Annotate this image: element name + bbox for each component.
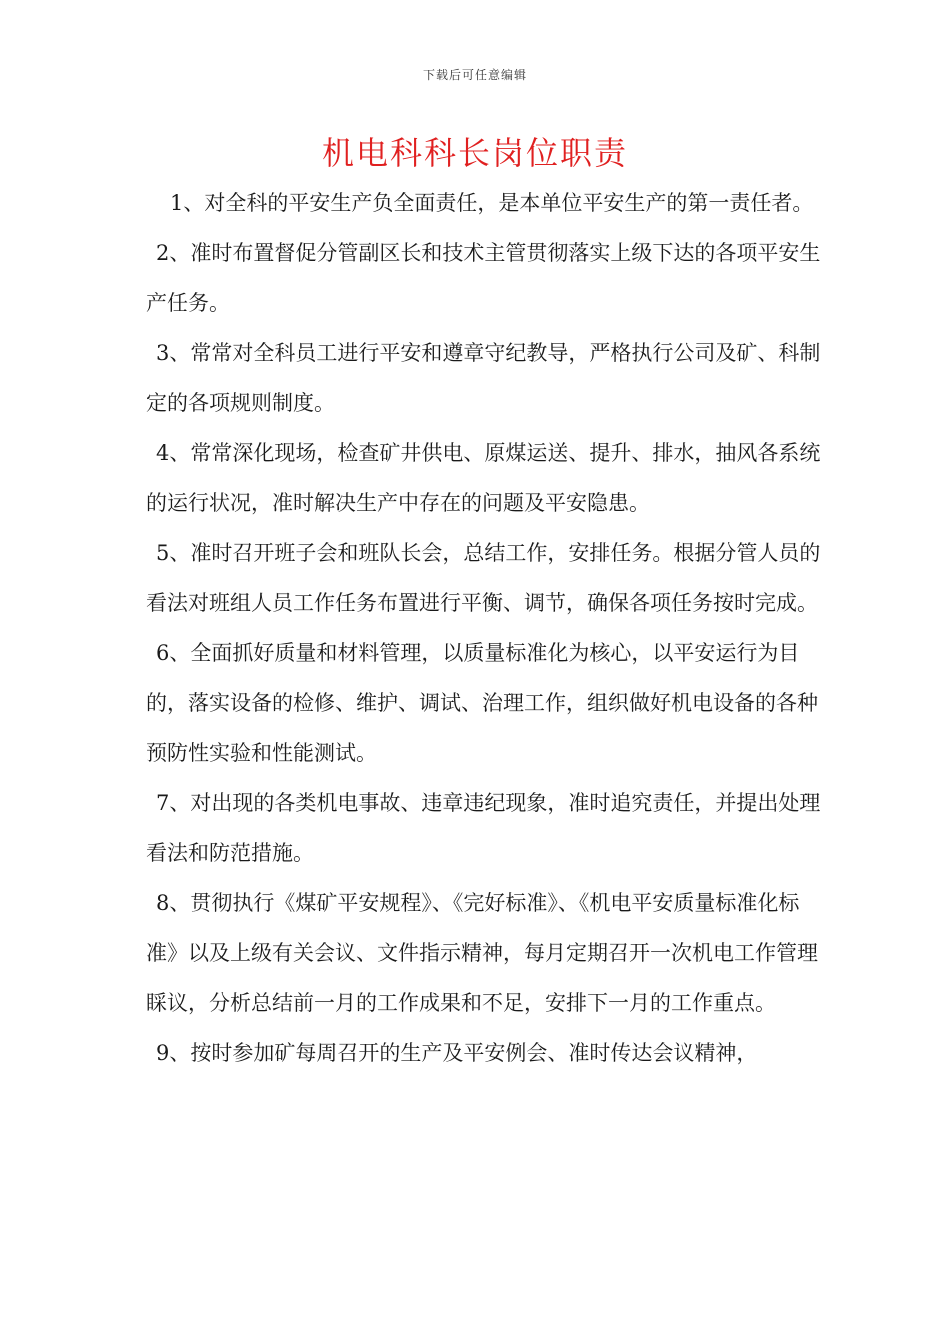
paragraph-5: 5、准时召开班子会和班队长会，总结工作，安排任务。根据分管人员的看法对班组人员工作任务布置进行平衡、调节，确保各项任务按时完成。 [146, 541, 821, 615]
paragraph-9: 9、按时参加矿每周召开的生产及平安例会、准时传达会议精神， [156, 1041, 758, 1065]
paragraph-3: 3、常常对全科员工进行平安和遵章守纪教导，严格执行公司及矿、科制定的各项规则制度。 [146, 341, 821, 415]
paragraph-6: 6、全面抓好质量和材料管理，以质量标准化为核心，以平安运行为目的，落实设备的检修、维护、调试、治理工作，组织做好机电设备的各种预防性实验和性能测试。 [146, 641, 818, 765]
paragraph-2: 2、准时布置督促分管副区长和技术主管贯彻落实上级下达的各项平安生产任务。 [146, 241, 821, 315]
paragraph-7: 7、对出现的各类机电事故、违章违纪现象，准时追究责任，并提出处理看法和防范措施。 [146, 791, 821, 865]
page-header-note: 下载后可任意编辑 [422, 68, 527, 82]
document-title: 机电科科长岗位职责 [321, 134, 628, 172]
paragraph-8: 8、贯彻执行《煤矿平安规程》、《完好标准》、《机电平安质量标准化标准》以及上级有关会议、文件指示精神，每月定期召开一次机电工作管理睬议，分析总结前一月的工作成果和不足，安排下一月的工作重点。 [146, 891, 818, 1015]
paragraph-4: 4、常常深化现场，检查矿井供电、原煤运送、提升、排水，抽风各系统的运行状况，准时解决生产中存在的问题及平安隐患。 [146, 441, 821, 515]
paragraph-1: 1、对全科的平安生产负全面责任，是本单位平安生产的第一责任者。 [170, 191, 814, 215]
document-body [146, 178, 826, 1078]
